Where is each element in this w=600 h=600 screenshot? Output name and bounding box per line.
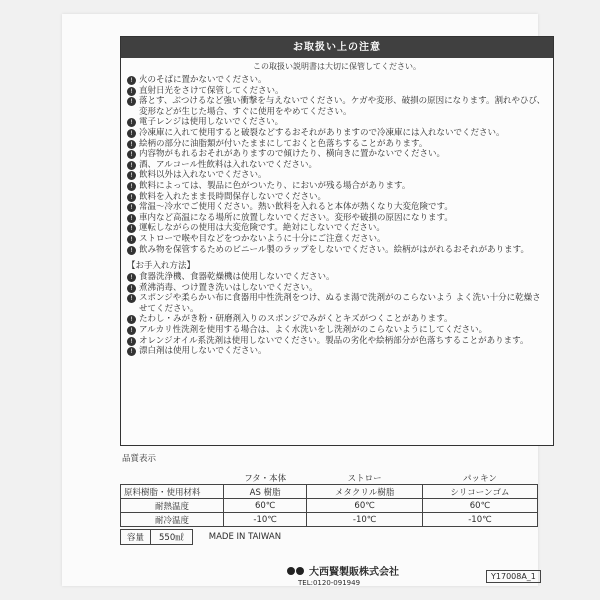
company-logo-icon [287, 567, 305, 575]
notice-item-text: ストローで喉や目などをつかないように十分にご注意ください。 [139, 233, 386, 244]
notice-item-text: 飲料以外は入れないでください。 [139, 170, 267, 181]
notice-item [127, 96, 547, 117]
care-item-text: 煮沸消毒、つけ置き洗いはしないでください。 [139, 282, 318, 293]
warning-mark-icon: ! [127, 284, 136, 293]
table-cell: -10℃ [224, 513, 307, 527]
care-item [127, 272, 547, 283]
table-row [121, 513, 538, 527]
notice-title: お取扱い上の注意 [121, 37, 553, 58]
notice-item [127, 234, 547, 245]
table-row [121, 485, 538, 499]
warning-mark-icon: ! [127, 347, 136, 356]
column-header: パッキン [422, 471, 537, 485]
notice-item [127, 75, 547, 86]
warning-mark-icon: ! [127, 246, 136, 255]
phone-number: TEL:0120-091949 [298, 579, 361, 587]
care-item [127, 325, 547, 336]
notice-item [127, 213, 547, 224]
notice-item [127, 245, 547, 256]
made-in-text: MADE IN TAIWAN [208, 532, 282, 542]
table-cell: 60℃ [307, 499, 423, 513]
warning-mark-icon: ! [127, 214, 136, 223]
row-label: 耐冷温度 [121, 513, 224, 527]
notice-item [127, 160, 547, 171]
notice-item [127, 223, 547, 234]
notice-item-text: 火のそばに置かないでください。 [139, 75, 267, 85]
care-item-text: アルカリ性洗剤を使用する場合は、よく水洗いをし洗剤がのこらないようにしてください。 [139, 325, 488, 336]
notice-item-text: 車内など高温になる場所に放置しないでください。変形や破損の原因になります。 [139, 212, 453, 223]
warning-mark-icon: ! [127, 337, 136, 346]
notice-item [127, 181, 547, 192]
warning-mark-icon: ! [127, 129, 136, 138]
notice-box [120, 36, 554, 446]
warning-mark-icon: ! [127, 315, 136, 324]
warning-mark-icon: ! [127, 87, 136, 96]
warning-mark-icon: ! [127, 326, 136, 335]
column-header: フタ・本体 [224, 471, 307, 485]
notice-item-text: 絵柄の部分に油脂類が付いたままにしておくと色落ちすることがあります。 [139, 138, 428, 149]
row-label: 原料樹脂・使用材料 [121, 485, 224, 499]
quality-table [120, 471, 538, 527]
warning-mark-icon: ! [127, 182, 136, 191]
notice-item [127, 202, 547, 213]
document-code: Y17008A_1 [486, 570, 541, 583]
capacity-label: 容量 [120, 529, 151, 545]
notice-item-text: 冷凍庫に入れて使用すると破裂などするおそれがありますので冷凍庫には入れないでください。 [139, 127, 505, 138]
instruction-sheet [62, 14, 546, 587]
care-item [127, 346, 547, 357]
notice-item-text: 運転しながらの使用は大変危険です。絶対にしないでください。 [139, 223, 385, 234]
care-item-text: 漂白剤は使用しないでください。 [139, 346, 267, 357]
table-cell: -10℃ [307, 513, 423, 527]
table-cell: 60℃ [422, 499, 537, 513]
notice-item [127, 128, 547, 139]
company-name: 大西賢製販株式会社 [309, 567, 399, 578]
notice-item-text: 落とす、ぶつけるなど強い衝撃を与えないでください。ケガや変形、破損の原因になります。割れやひび、変形などが生じた場合、すぐに使用をやめてください。 [139, 96, 546, 117]
notice-item-text: 内容物がもれるおそれがありますので傾けたり、横向きに置かないでください。 [139, 149, 446, 160]
company-brand [287, 563, 399, 578]
table-row [121, 499, 538, 513]
care-item-text: たわし・みがき粉・研磨剤入りのスポンジでみがくとキズがつくことがあります。 [139, 314, 453, 325]
warning-mark-icon: ! [127, 235, 136, 244]
care-list [121, 272, 553, 357]
warning-mark-icon: ! [127, 171, 136, 180]
warning-mark-icon: ! [127, 118, 136, 127]
notice-item-text: 直射日光をさけて保管してください。 [139, 85, 284, 96]
notice-item-text: 電子レンジは使用しないでください。 [139, 117, 284, 128]
notice-item-text: 飲料によっては、製品に色がついたり、においが残る場合があります。 [139, 180, 411, 191]
warning-mark-icon: ! [127, 294, 136, 303]
capacity-row [120, 529, 281, 545]
quality-heading: 品質表示 [122, 454, 157, 464]
table-cell: -10℃ [422, 513, 537, 527]
warning-mark-icon: ! [127, 161, 136, 170]
notice-item-text: 酒、アルコール性飲料は入れないでください。 [139, 159, 317, 170]
notice-item-text: 常温〜冷水でご使用ください。熱い飲料を入れると本体が熱くなり大変危険です。 [139, 202, 453, 213]
table-cell: AS 樹脂 [224, 485, 307, 499]
notice-item-text: 飲料を入れたまま長時間保存しないでください。 [139, 191, 327, 202]
warning-mark-icon: ! [127, 150, 136, 159]
quality-section [120, 454, 552, 527]
care-item-text: 食器洗浄機、食器乾燥機は使用しないでください。 [139, 272, 335, 283]
care-item-text: オレンジオイル系洗剤は使用しないでください。製品の劣化や絵柄部分が色落ちすることがあります。 [139, 335, 529, 346]
table-cell: シリコーンゴム [422, 485, 537, 499]
row-label: 耐熱温度 [121, 499, 224, 513]
notice-intro: この取扱い説明書は大切に保管してください。 [253, 62, 421, 71]
notice-item [127, 149, 547, 160]
warning-mark-icon: ! [127, 224, 136, 233]
table-cell: メタクリル樹脂 [307, 485, 423, 499]
notice-item-text: 飲み物を保管するためのビニール製のラップをしないでください。絵柄がはがれるおそれがあります。 [139, 244, 529, 255]
notice-item [127, 139, 547, 150]
column-header: ストロー [307, 471, 423, 485]
warning-mark-icon: ! [127, 97, 136, 106]
warning-mark-icon: ! [127, 76, 136, 85]
care-heading: 【お手入れ方法】 [127, 261, 196, 272]
care-item-text: スポンジや柔らかい布に食器用中性洗剤をつけ、ぬるま湯で洗剤がのこらないよう よく洗い十分に乾燥させてください。 [139, 293, 541, 314]
care-item [127, 314, 547, 325]
care-item [127, 336, 547, 347]
warning-mark-icon: ! [127, 193, 136, 202]
table-cell: 60℃ [224, 499, 307, 513]
notice-item [127, 117, 547, 128]
notice-list [121, 75, 553, 255]
notice-item [127, 86, 547, 97]
notice-item [127, 170, 547, 181]
notice-item [127, 192, 547, 203]
warning-mark-icon: ! [127, 273, 136, 282]
care-item [127, 283, 547, 294]
capacity-value: 550㎖ [151, 529, 193, 545]
warning-mark-icon: ! [127, 203, 136, 212]
warning-mark-icon: ! [127, 140, 136, 149]
care-item [127, 293, 547, 314]
table-corner [121, 471, 224, 485]
